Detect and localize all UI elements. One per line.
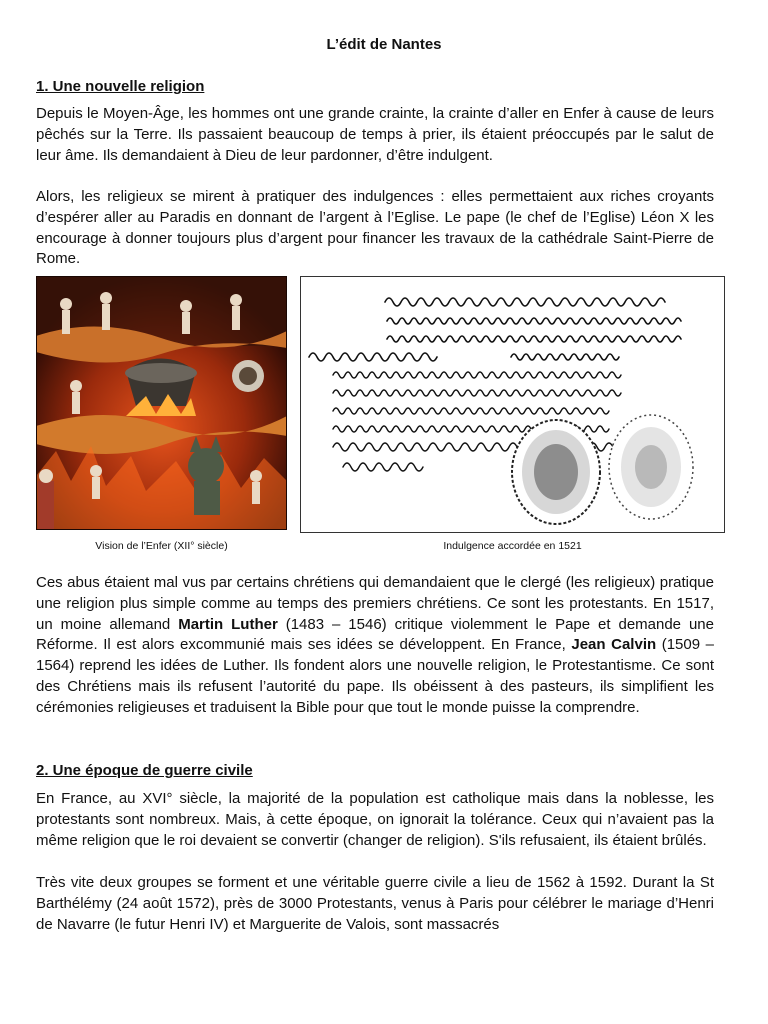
reformation-text-b: (1483 – 1546) critique violemment le Pape et demande une Réforme. Il est alors excommunié mais ses idées se développent. En France, <box>36 615 714 654</box>
hell-caption: Vision de l’Enfer (XII° siècle) <box>95 540 228 552</box>
indulgence-caption: Indulgence accordée en 1521 <box>443 540 582 552</box>
seal-right <box>609 415 693 519</box>
document-title: L’édit de Nantes <box>326 36 442 53</box>
martin-luther-name: Martin Luther <box>178 615 278 633</box>
paragraph-fear-of-hell: Depuis le Moyen-Âge, les hommes ont une grande crainte, la crainte d’aller en Enfer à cause de leurs pêchés sur la Terre. Ils passaient beaucoup de temps à prier, ils étaient préoccupés par le salut de leur âme. Ils demandaient à Dieu de leur pardonner, d’être indulgent. <box>36 105 714 164</box>
paragraph-indulgences: Alors, les religieux se mirent à pratiquer des indulgences : elles permettaient aux riches croyants d’espérer aller au Paradis en donnant de l’argent à l’Eglise. Le pape (le chef de l’Eglise) Léon X les encourage à donner toujours plus d’argent pour financer les travaux de la cathédrale Saint-Pierre de Rome. <box>36 188 714 268</box>
paragraph-catholic-majority: En France, au XVI° siècle, la majorité de la population est catholique mais dans la noblesse, les protestants sont nombreux. Mais, à cette époque, on ignorait la tolérance. Ceux qui n’avaient pas la même religion que le roi devaient se convertir (changer de religion). S'ils refusaient, ils étaient brûlés. <box>36 790 714 849</box>
reformation-text-a: Ces abus étaient mal vus par certains chrétiens qui demandaient que le clergé (les religieux) pratique une religion plus simple comme au temps des premiers chrétiens. Ce sont les protestants. En 1517, un moine allemand <box>36 574 714 633</box>
paragraph-saint-barthelemy: Très vite deux groupes se forment et une véritable guerre civile a lieu de 1562 à 1592. Durant la St Barthélémy (24 août 1572), près de 3000 Protestants, venus à Paris pour célébrer le mariage d’Henri de Navarre (le futur Henri IV) et Marguerite de Valois, sont massacrés <box>36 874 714 933</box>
section-heading-religion: 1. Une nouvelle religion <box>36 78 205 95</box>
reformation-text-c: (1509 – 1564) reprend les idées de Luther. Ils fondent alors une nouvelle religion, le Protestantisme. Ce sont des Chrétiens mais ils refusent l’autorité du pape. Ils obéissent à des pasteurs, ils simplifient les cérémonies religieuses et traduisent la Bible pour que tout le monde puisse la comprendre. <box>36 636 714 716</box>
indulgence-document-image <box>300 276 725 533</box>
paragraph-reformation <box>36 573 714 719</box>
hell-illustration <box>36 276 287 530</box>
section-heading-civil-war: 2. Une époque de guerre civile <box>36 762 253 779</box>
seal-left <box>512 420 600 524</box>
jean-calvin-name: Jean Calvin <box>571 636 657 654</box>
